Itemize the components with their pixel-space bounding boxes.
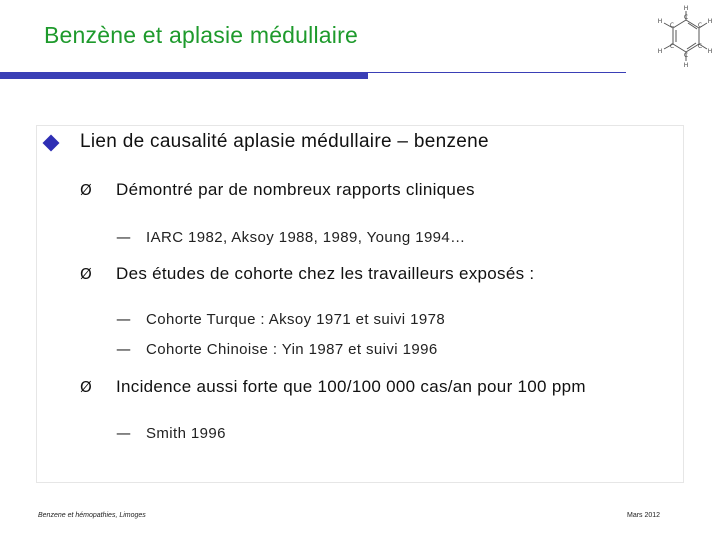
main-point: Lien de causalité aplasie médullaire – benzene bbox=[80, 131, 489, 152]
sub-point: Incidence aussi forte que 100/100 000 cas/an pour 100 ppm bbox=[116, 377, 586, 396]
carbon-label: C bbox=[669, 22, 675, 29]
dash-bullet-icon: — bbox=[116, 310, 131, 328]
hydrogen-label: H bbox=[657, 18, 663, 25]
content-frame bbox=[36, 125, 684, 483]
footer-left-text: Benzene et hémopathies, Limoges bbox=[38, 512, 146, 519]
arrow-bullet-icon: Ø bbox=[80, 181, 92, 199]
hydrogen-label: H bbox=[657, 48, 663, 55]
benzene-molecule-icon bbox=[650, 2, 716, 68]
dash-bullet-icon: — bbox=[116, 424, 131, 442]
arrow-bullet-icon: Ø bbox=[80, 378, 92, 396]
dash-bullet-icon: — bbox=[116, 228, 131, 246]
sub-point: Des études de cohorte chez les travailleurs exposés : bbox=[116, 264, 535, 283]
carbon-label: C bbox=[683, 52, 689, 59]
title-rule-thin bbox=[368, 72, 626, 73]
detail-point: Cohorte Chinoise : Yin 1987 et suivi 1996 bbox=[146, 341, 438, 358]
hydrogen-label: H bbox=[683, 5, 689, 12]
slide-title: Benzène et aplasie médullaire bbox=[44, 22, 358, 48]
carbon-label: C bbox=[697, 22, 703, 29]
detail-point: IARC 1982, Aksoy 1988, 1989, Young 1994… bbox=[146, 229, 466, 246]
dash-bullet-icon: — bbox=[116, 340, 131, 358]
hydrogen-label: H bbox=[707, 48, 713, 55]
title-rule-thick bbox=[0, 72, 368, 79]
hydrogen-label: H bbox=[707, 18, 713, 25]
carbon-label: C bbox=[697, 43, 703, 50]
sub-point: Démontré par de nombreux rapports cliniques bbox=[116, 180, 475, 199]
hydrogen-label: H bbox=[683, 62, 689, 68]
detail-point: Cohorte Turque : Aksoy 1971 et suivi 1978 bbox=[146, 311, 446, 328]
carbon-label: C bbox=[683, 14, 689, 21]
detail-point: Smith 1996 bbox=[146, 425, 226, 442]
carbon-label: C bbox=[669, 43, 675, 50]
arrow-bullet-icon: Ø bbox=[80, 265, 92, 283]
footer-date: Mars 2012 bbox=[627, 512, 661, 519]
